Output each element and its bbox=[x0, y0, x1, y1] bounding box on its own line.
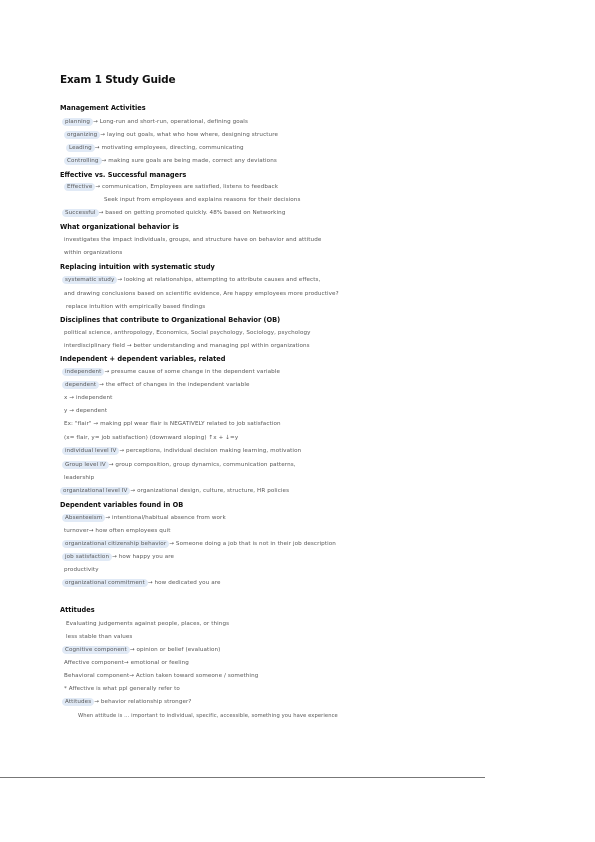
controlling-term: Controlling bbox=[64, 157, 102, 165]
behavioral-line bbox=[64, 673, 258, 679]
org-level-definition: → organizational design, culture, structure, HR policies bbox=[130, 488, 290, 494]
job-satisfaction-term: job satisfaction bbox=[62, 553, 112, 561]
y-line: y → dependent bbox=[64, 408, 108, 414]
affective-definition: → emotional or feeling bbox=[123, 660, 189, 666]
disciplines-line-1: political science, anthropology, Economics, Social psychology, Sociology, psychology bbox=[64, 330, 311, 336]
commitment-term: organizational commitment bbox=[62, 579, 148, 587]
systematic-line-3: replace intuition with empirically based findings bbox=[66, 304, 206, 310]
leading-term: Leading bbox=[66, 144, 95, 152]
cognitive-term: Cognitive component bbox=[62, 646, 130, 654]
leading-definition: → motivating employees, directing, communicating bbox=[94, 145, 244, 151]
controlling-line bbox=[64, 158, 277, 164]
effective-continuation: Seek input from employees and explains reasons for their decisions bbox=[104, 197, 301, 203]
dependent-line bbox=[62, 382, 250, 388]
behavioral-term: Behavioral component bbox=[64, 673, 130, 679]
ocb-term: organizational citizenship behavior bbox=[62, 540, 169, 548]
controlling-definition: → making sure goals are being made, correct any deviations bbox=[101, 158, 277, 164]
organizing-term: organizing bbox=[64, 131, 100, 139]
ob-heading: What organizational behavior is bbox=[60, 223, 179, 231]
independent-term: independent bbox=[62, 368, 104, 376]
attitudes-line-1: Evaluating judgements against people, places, or things bbox=[66, 621, 230, 627]
affective-line bbox=[64, 660, 189, 666]
productivity-line: productivity bbox=[64, 567, 99, 573]
x-line: x → independent bbox=[64, 395, 113, 401]
page-title: Exam 1 Study Guide bbox=[60, 74, 176, 86]
group-level-term: Group level IV bbox=[62, 461, 109, 469]
management-heading: Management Activities bbox=[60, 104, 146, 112]
ob-line-1: investigates the impact individuals, groups, and structure have on behavior and attitude bbox=[64, 237, 322, 243]
organizing-definition: → laying out goals, what who how where, designing structure bbox=[100, 132, 279, 138]
relationship-term: Attitudes bbox=[62, 698, 94, 706]
org-level-term: organizational level IV bbox=[60, 487, 130, 495]
successful-term: Successful bbox=[62, 209, 99, 217]
ocb-line bbox=[62, 541, 336, 547]
org-level-line bbox=[60, 488, 289, 494]
affective-term: Affective component bbox=[64, 660, 124, 666]
absenteeism-line bbox=[62, 515, 226, 521]
managers-heading: Effective vs. Successful managers bbox=[60, 171, 187, 179]
planning-line bbox=[62, 119, 248, 125]
independent-definition: → presume cause of some change in the dependent variable bbox=[104, 369, 280, 375]
systematic-heading: Replacing intuition with systematic study bbox=[60, 263, 215, 271]
dependent-term: dependent bbox=[62, 381, 99, 389]
individual-level-term: individual level IV bbox=[62, 447, 119, 455]
individual-level-definition: → perceptions, individual decision making learning, motivation bbox=[119, 448, 302, 454]
systematic-term: systematic study bbox=[62, 276, 117, 284]
disciplines-heading: Disciplines that contribute to Organizational Behavior (OB) bbox=[60, 316, 281, 324]
behavioral-definition: → Action taken toward someone / something bbox=[129, 673, 259, 679]
planning-term: planning bbox=[62, 118, 93, 126]
relationship-definition: → behavior relationship stronger? bbox=[94, 699, 192, 705]
relationship-line bbox=[62, 699, 191, 705]
systematic-line-2: and drawing conclusions based on scientific evidence, Are happy employees more productive? bbox=[64, 291, 339, 297]
turnover-definition: → how often employees quit bbox=[88, 528, 171, 534]
effective-line bbox=[64, 184, 278, 190]
variables-heading: Independent + dependent variables, related bbox=[60, 355, 226, 363]
job-satisfaction-line bbox=[62, 554, 174, 560]
commitment-line bbox=[62, 580, 221, 586]
successful-line bbox=[62, 210, 285, 216]
organizing-line bbox=[64, 132, 278, 138]
cognitive-definition: → opinion or belief (evaluation) bbox=[129, 647, 221, 653]
dependent-definition: → the effect of changes in the independent variable bbox=[99, 382, 250, 388]
group-level-line bbox=[62, 462, 296, 468]
example-line-2: (x= flair, y= job satisfaction) (downward sloping) ↑x + ↓=y bbox=[64, 435, 239, 441]
group-level-definition: → group composition, group dynamics, communication patterns, bbox=[108, 462, 296, 468]
affective-note: * Affective is what ppl generally refer to bbox=[64, 686, 180, 692]
commitment-definition: → how dedicated you are bbox=[147, 580, 221, 586]
example-line-1: Ex: "flair" → making ppl wear flair is NEGATIVELY related to job satisfaction bbox=[64, 421, 281, 427]
individual-level-line bbox=[62, 448, 301, 454]
ob-line-2: within organizations bbox=[64, 250, 123, 256]
disciplines-line-2: interdisciplinary field → better understanding and managing ppl within organizations bbox=[64, 343, 310, 349]
leading-line bbox=[66, 145, 244, 151]
job-satisfaction-definition: → how happy you are bbox=[112, 554, 175, 560]
when-line: When attitude is ... important to individual, specific, accessible, something you have experience bbox=[78, 713, 338, 719]
absenteeism-definition: → intentional/habitual absence from work bbox=[105, 515, 226, 521]
systematic-definition: → looking at relationships, attempting to attribute causes and effects, bbox=[117, 277, 321, 283]
turnover-line bbox=[64, 528, 171, 534]
planning-definition: → Long-run and short-run, operational, defining goals bbox=[93, 119, 248, 125]
group-level-continuation: leadership bbox=[64, 475, 95, 481]
attitudes-heading: Attitudes bbox=[60, 606, 95, 614]
effective-term: Effective bbox=[64, 183, 95, 191]
systematic-line-1 bbox=[62, 277, 320, 283]
ocb-definition: → Someone doing a job that is not in their job description bbox=[169, 541, 336, 547]
cognitive-line bbox=[62, 647, 220, 653]
turnover-term: turnover bbox=[64, 528, 89, 534]
absenteeism-term: Absenteeism bbox=[62, 514, 105, 522]
successful-definition: → based on getting promoted quickly. 48% based on Networking bbox=[98, 210, 286, 216]
dependent-ob-heading: Dependent variables found in OB bbox=[60, 501, 184, 509]
independent-line bbox=[62, 369, 280, 375]
attitudes-line-2: less stable than values bbox=[66, 634, 133, 640]
effective-definition: → communication, Employees are satisfied, listens to feedback bbox=[95, 184, 279, 190]
page-divider bbox=[0, 777, 485, 778]
